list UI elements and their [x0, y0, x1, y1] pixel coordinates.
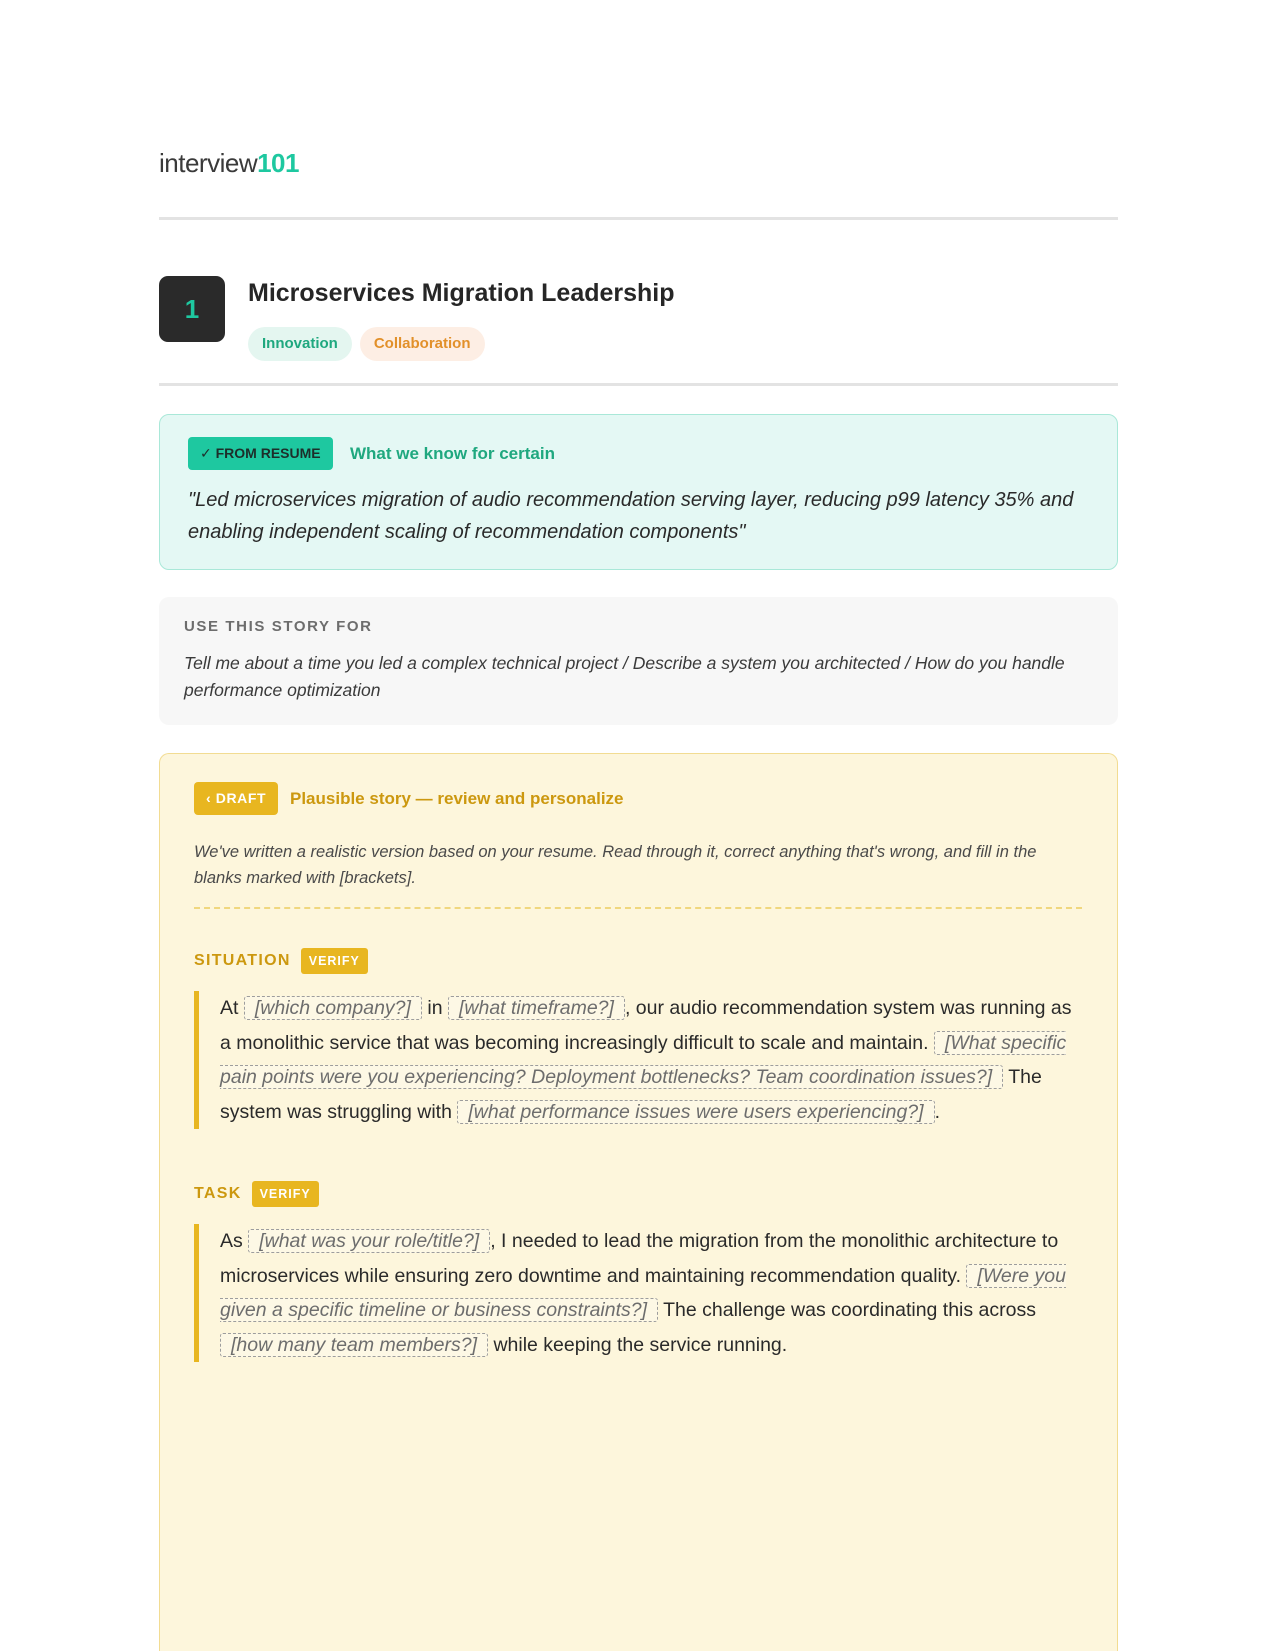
tag-innovation: Innovation: [248, 327, 352, 361]
situation-text: The system was struggling with: [220, 1066, 1042, 1123]
situation-body: [194, 991, 1078, 1129]
brand-logo[interactable]: [159, 148, 299, 179]
draft-divider: [194, 907, 1082, 909]
task-verify-badge: VERIFY: [252, 1181, 319, 1207]
blank-pain-points[interactable]: [What specific pain points were you experiencing? Deployment bottlenecks? Team coordination issues?]: [220, 1031, 1067, 1088]
situation-header: [194, 948, 368, 974]
story-tags: [248, 327, 485, 361]
resume-quote: "Led microservices migration of audio recommendation serving layer, reducing p99 latency 35% and enabling independent scaling of recommendation components": [188, 489, 1074, 543]
draft-caption: Plausible story — review and personalize: [290, 789, 624, 808]
brand-wordmark: interview: [159, 148, 258, 178]
situation-text: At: [220, 997, 239, 1019]
situation-text: .: [934, 1100, 940, 1123]
task-text: while keeping the service running.: [493, 1333, 788, 1356]
header-divider: [159, 217, 1118, 220]
task-label: TASK: [194, 1185, 242, 1202]
task-header: [194, 1181, 319, 1207]
task-text: The challenge was coordinating this across: [663, 1299, 1036, 1321]
from-resume-badge: ✓ FROM RESUME: [188, 437, 333, 470]
use-story-for-label: USE THIS STORY FOR: [184, 618, 373, 635]
use-story-for-text: Tell me about a time you led a complex technical project / Describe a system you architected / How do you handle performance optimization: [184, 653, 1065, 700]
blank-role-title[interactable]: [what was your role/title?]: [248, 1229, 490, 1253]
draft-story-card: [159, 753, 1118, 1651]
story-title: Microservices Migration Leadership: [248, 279, 675, 307]
blank-timeline-constraints[interactable]: [Were you given a specific timeline or business constraints?]: [220, 1264, 1066, 1321]
situation-text: , our audio recommendation system was running as a monolithic service that was becoming increasingly difficult to scale and maintain.: [220, 997, 1072, 1054]
blank-company[interactable]: [which company?]: [244, 996, 422, 1020]
title-divider: [159, 383, 1118, 386]
draft-badge: ‹ DRAFT: [194, 782, 278, 815]
blank-timeframe[interactable]: [what timeframe?]: [448, 996, 625, 1020]
from-resume-card: [159, 414, 1118, 570]
situation-text: in: [427, 997, 443, 1019]
task-text: , I needed to lead the migration from the monolithic architecture to microservices while ensuring zero downtime and maintaining recommendation quality.: [220, 1230, 1059, 1287]
task-body: [194, 1224, 1078, 1362]
brand-number: 101: [257, 148, 299, 178]
blank-performance-issues[interactable]: [what performance issues were users experiencing?]: [457, 1100, 934, 1124]
from-resume-caption: What we know for certain: [350, 444, 555, 463]
draft-intro: We've written a realistic version based on your resume. Read through it, correct anything that's wrong, and fill in the blanks marked with [brackets].: [194, 843, 1037, 887]
blank-team-size[interactable]: [how many team members?]: [220, 1333, 488, 1357]
use-story-for-card: [159, 597, 1118, 725]
tag-collaboration: Collaboration: [360, 327, 485, 361]
story-number-badge: 1: [159, 276, 225, 342]
task-text: As: [220, 1230, 243, 1252]
situation-verify-badge: VERIFY: [301, 948, 368, 974]
situation-label: SITUATION: [194, 952, 291, 969]
